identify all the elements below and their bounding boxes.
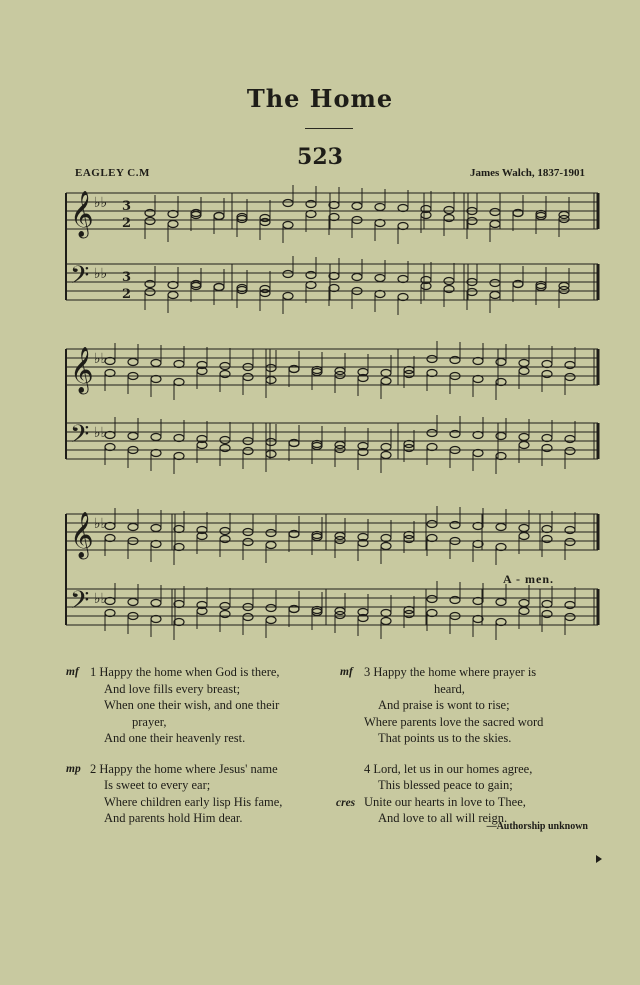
note-head [542,435,552,442]
note-head [381,535,391,542]
time-signature-icon: 2 [122,287,132,302]
verse-line: Happy the home when God is there, [99,665,280,679]
verse-line: heard, [434,681,465,696]
verse-number: 3 [364,665,371,679]
verse-3 [340,664,543,747]
note-head [174,361,184,368]
note-head [352,274,362,281]
verse-line: And parents hold Him dear. [104,811,243,825]
note-head [243,539,253,546]
verses-right-column [336,664,544,837]
note-head [473,376,483,383]
note-head [381,370,391,377]
note-head [496,544,506,551]
verse-line: Is sweet to every ear; [104,778,211,792]
verse-line: Lord, let us in our homes agree, [373,761,533,776]
note-head [266,439,276,446]
hymn-number: 523 [297,144,343,170]
verse-number: 1 [90,665,97,679]
note-head [168,211,178,218]
note-head [105,535,115,542]
dynamic-mark: mf [340,666,353,678]
note-head [381,618,391,625]
attribution: —Authorship unknown [486,821,588,832]
note-head [151,616,161,623]
note-head [151,434,161,441]
note-head [519,434,529,441]
note-head [145,218,155,225]
note-head [490,280,500,287]
verse-line: prayer, [132,714,167,729]
verse-2 [66,761,282,827]
note-head [490,221,500,228]
note-head [381,444,391,451]
note-head [427,370,437,377]
note-head [220,603,230,610]
verse-1 [66,664,282,747]
note-head [427,596,437,603]
note-head [243,614,253,621]
note-head [565,614,575,621]
note-head [128,359,138,366]
time-signature-icon: 3 [122,270,132,285]
note-head [444,278,454,285]
note-head [519,368,529,375]
note-head [427,356,437,363]
note-head [312,369,322,376]
note-head [519,442,529,449]
note-head [243,374,253,381]
verse-line: When one their wish, and one their [104,698,280,712]
note-head [151,360,161,367]
dynamic-mark-cres: cres [336,796,356,809]
verse-number: 4 [364,761,371,776]
verse-number: 2 [90,761,97,776]
amen-lyric: A - men. [503,572,554,586]
note-head [496,524,506,531]
verse-line: And one their heavenly rest. [104,731,246,745]
note-head [542,361,552,368]
bass-clef-icon: 𝄢 [70,261,90,296]
verse-line: This blessed peace to gain; [378,778,513,792]
page-corner-mark [596,855,602,863]
note-head [105,610,115,617]
note-head [381,543,391,550]
note-head [312,532,322,539]
note-head [398,294,408,301]
note-head [220,528,230,535]
note-head [375,291,385,298]
tune-name: EAGLEY C.M [75,167,150,179]
verse-line: And praise is wont to rise; [378,698,510,712]
note-head [375,275,385,282]
note-head [565,448,575,455]
note-head [237,287,247,294]
note-head [536,213,546,220]
note-head [312,443,322,450]
note-head [283,271,293,278]
composer: James Walch, 1837-1901 [470,167,585,179]
flat-icon: ♭♭ [94,266,108,282]
time-signature-icon: 2 [122,216,132,231]
note-head [128,433,138,440]
note-head [536,282,546,289]
note-head [519,533,529,540]
note-head [473,450,483,457]
note-head [427,610,437,617]
note-head [151,450,161,457]
note-head [283,293,293,300]
note-head [490,292,500,299]
note-head [105,444,115,451]
note-head [220,363,230,370]
note-head [214,284,224,291]
note-head [243,448,253,455]
note-head [542,601,552,608]
note-head [191,212,201,219]
note-head [381,452,391,459]
note-head [174,453,184,460]
verse-line: And love fills every breast; [104,681,241,696]
note-head [519,600,529,607]
note-head [266,365,276,372]
note-head [427,430,437,437]
note-head [496,599,506,606]
note-head [381,378,391,385]
treble-clef-icon: 𝄞 [70,191,94,237]
note-head [519,608,529,615]
note-head [174,379,184,386]
verse-4 [336,761,543,827]
verse-line: And love to all will reign. [378,811,508,825]
flat-icon: ♭♭ [94,425,108,441]
note-head [237,285,247,292]
flat-icon: ♭♭ [94,591,108,607]
note-head [220,437,230,444]
note-head [427,535,437,542]
note-head [151,525,161,532]
note-head [266,530,276,537]
note-head [266,451,276,458]
note-head [312,367,322,374]
bass-clef-icon: 𝄢 [70,420,90,455]
note-head [312,607,322,614]
note-head [266,605,276,612]
note-head [306,282,316,289]
note-head [151,541,161,548]
note-head [490,209,500,216]
note-head [128,599,138,606]
note-head [214,213,224,220]
note-head [398,205,408,212]
note-head [237,214,247,221]
note-head [237,216,247,223]
note-head [398,223,408,230]
note-head [496,619,506,626]
time-signature-icon: 3 [122,199,132,214]
dynamic-mark: mf [66,666,79,678]
note-head [473,432,483,439]
bass-clef-icon: 𝄢 [70,586,90,621]
note-head [168,282,178,289]
note-head [536,284,546,291]
verse-line: Unite our hearts in love to Thee, [364,794,526,809]
note-head [381,610,391,617]
note-head [191,283,201,290]
note-head [266,542,276,549]
note-head [565,539,575,546]
note-head [542,526,552,533]
treble-clef-icon: 𝄞 [70,347,94,393]
note-head [151,600,161,607]
note-head [312,441,322,448]
flat-icon: ♭♭ [94,195,108,211]
note-head [283,200,293,207]
note-head [105,370,115,377]
note-head [168,292,178,299]
note-head [283,222,293,229]
note-head [352,203,362,210]
note-head [145,289,155,296]
note-head [444,207,454,214]
verse-line: Happy the home where prayer is [373,665,537,679]
verse-line: Happy the home where Jesus' name [99,761,278,776]
note-head [536,211,546,218]
note-head [306,211,316,218]
note-head [174,435,184,442]
flat-icon: ♭♭ [94,351,108,367]
note-head [427,521,437,528]
section-title: The Home [246,84,394,113]
note-head [565,374,575,381]
note-head [151,376,161,383]
note-head [128,524,138,531]
verse-line: Where parents love the sacred word [364,714,544,729]
verse-line: Where children early lisp His fame, [104,794,283,809]
note-head [398,276,408,283]
note-head [312,534,322,541]
note-head [427,444,437,451]
verse-line: That points us to the skies. [378,731,512,745]
dynamic-mark: mp [66,762,81,775]
note-head [473,358,483,365]
note-head [312,609,322,616]
verses-left-column [66,664,282,837]
note-head [168,221,178,228]
note-head [375,220,385,227]
note-head [266,377,276,384]
note-head [519,360,529,367]
note-head [375,204,385,211]
treble-clef-icon: 𝄞 [70,512,94,558]
note-head [266,617,276,624]
note-head [519,525,529,532]
flat-icon: ♭♭ [94,516,108,532]
